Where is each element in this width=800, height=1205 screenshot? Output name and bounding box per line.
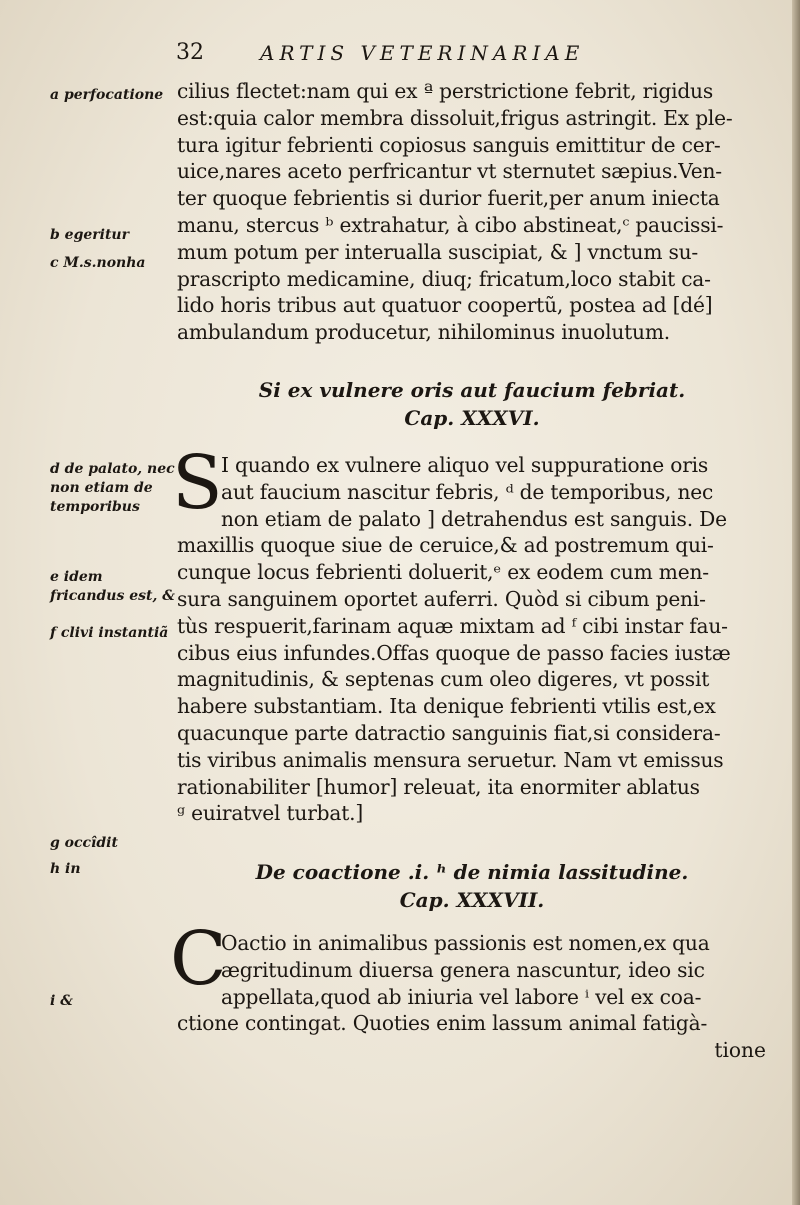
text-line: tis viribus animalis mensura seruetur. Nam vt emissus [177,747,724,772]
text-line: lido horis tribus aut quatuor coopertũ, postea ad [dé] [177,293,713,318]
text-line: manu, stercus ᵇ extrahatur, à cibo abstineat,ᶜ paucissi- [177,212,724,237]
margin-note-a: a perfocatione [50,87,164,103]
page-number: 32 [176,40,204,65]
chapter-36-number: Cap. XXXVI. [404,406,540,430]
text-line: non etiam de palato ] detrahendus est sanguis. De [221,506,727,531]
margin-note-i: i & [50,993,73,1009]
chapter-37-number: Cap. XXXVII. [399,888,545,912]
text-line: uice,nares aceto perfricantur vt sternutet sæpius.Ven- [177,159,722,184]
text-line: ægritudinum diuersa genera nascuntur, ideo sic [221,957,705,982]
text-line: prascripto medicamine, diuq; fricatum,loco stabit ca- [177,266,711,291]
chapter-36-title: Si ex vulnere oris aut faucium febriat. [258,378,686,402]
text-line: mum potum per interualla suscipiat, & ] vnctum su- [177,239,699,264]
drop-cap: S [172,440,223,526]
text-line: I quando ex vulnere aliquo vel suppuratione oris [221,453,709,477]
text-line: Oactio in animalibus passionis est nomen,ex qua [221,931,710,955]
text-line: sura sanguinem oportet auferri. Quòd si cibum peni- [177,586,706,611]
page-edge [792,0,800,1205]
drop-cap: C [170,916,227,1002]
text-line: aut faucium nascitur febris, ᵈ de temporibus, nec [221,479,714,504]
margin-note-d: d de palato, nec non etiam de temporibus [50,461,175,515]
chapter-37-body [177,930,767,1037]
margin-note-e: e idem fricandus est, & [50,569,175,604]
text-line: tùs respuerit,farinam aquæ mixtam ad ᶠ cibi instar fau- [177,613,728,638]
page-header [176,38,716,68]
text-line: est:quia calor membra dissoluit,frigus astringit. Ex ple- [177,105,733,130]
margin-note-c: c M.s.nonha [50,255,146,271]
margin-note-b: b egeritur [50,227,129,243]
text-line: cilius flectet:nam qui ex ª perstrictione febrit, rigidus [177,79,714,103]
running-title: ARTIS VETERINARIAE [260,41,585,65]
text-line: ctione contingat. Quoties enim lassum animal fatigà- [177,1011,708,1036]
text-line: rationabiliter [humor] releuat, ita enormiter ablatus [177,774,700,799]
text-line-last: tione [714,1038,766,1062]
text-line: tura igitur febrienti copiosus sanguis emittitur de cer- [177,132,721,157]
margin-note-g: g occîdit [50,835,118,851]
text-line: habere substantiam. Ita denique febrienti vtilis est,ex [177,694,716,719]
text-line: ambulandum producetur, nihilominus inuolutum. [177,320,671,345]
margin-note-h: h in [50,861,81,877]
text-line: magnitudinis, & septenas cum oleo digeres, vt possit [177,667,710,692]
text-line: ter quoque febrientis si durior fuerit,per anum iniecta [177,186,720,211]
chapter-37-title: De coactione .i. ʰ de nimia lassitudine. [255,860,689,884]
text-line: cibus eius infundes.Offas quoque de passo facies iustæ [177,640,731,665]
text-line: appellata,quod ab iniuria vel labore ⁱ vel ex coa- [221,984,702,1009]
margin-note-f: f clivi instantiã [50,625,169,641]
text-line: ᵍ euiratvel turbat.] [177,801,364,826]
text-line: maxillis quoque siue de ceruice,& ad postremum qui- [177,533,714,558]
chapter-36-body [177,452,767,827]
text-line: quacunque parte datractio sanguinis fiat,si considera- [177,720,721,745]
paragraph-continued [177,78,767,346]
text-line: cunque locus febrienti doluerit,ᵉ ex eodem cum men- [177,560,709,585]
